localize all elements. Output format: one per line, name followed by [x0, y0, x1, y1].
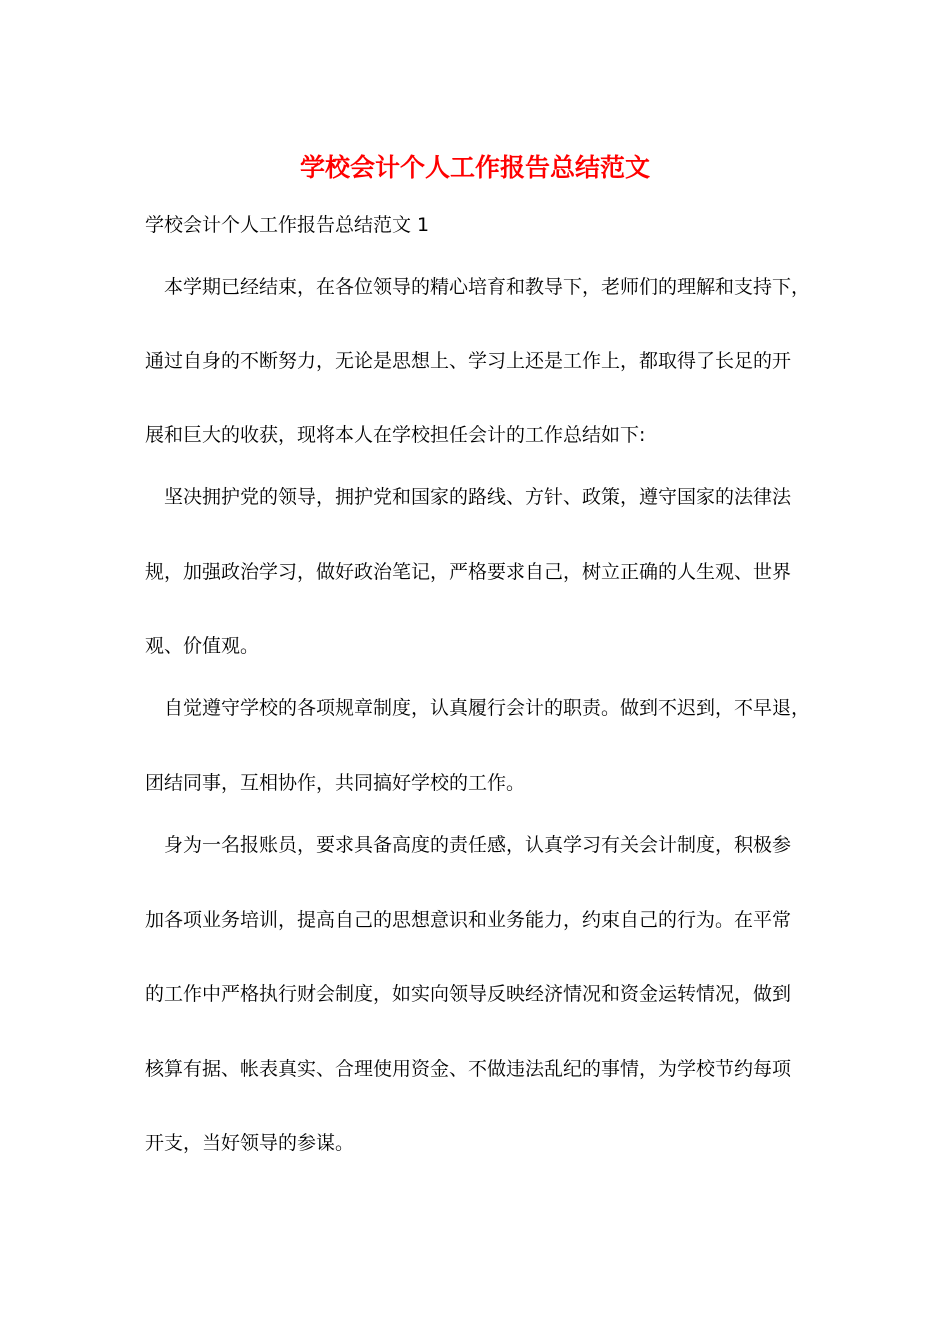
- paragraph-4-line-4: 核算有据、帐表真实、合理使用资金、不做违法乱纪的事情，为学校节约每项: [145, 1058, 792, 1080]
- paragraph-1-line-3: 展和巨大的收获，现将本人在学校担任会计的工作总结如下:: [145, 424, 646, 446]
- document-subtitle: 学校会计个人工作报告总结范文 1: [145, 214, 430, 236]
- paragraph-2-line-3: 观、价值观。: [145, 635, 260, 657]
- document-title: 学校会计个人工作报告总结范文: [299, 153, 650, 182]
- paragraph-4-line-5: 开支，当好领导的参谋。: [145, 1132, 355, 1154]
- paragraph-4-line-1: 身为一名报账员，要求具备高度的责任感，认真学习有关会计制度，积极参: [164, 834, 792, 856]
- paragraph-3-line-1: 自觉遵守学校的各项规章制度，认真履行会计的职责。做到不迟到，不早退，: [164, 697, 811, 719]
- paragraph-2-line-2: 规，加强政治学习，做好政治笔记，严格要求自己，树立正确的人生观、世界: [145, 561, 792, 583]
- paragraph-1-line-1: 本学期已经结束，在各位领导的精心培育和教导下，老师们的理解和支持下，: [164, 276, 811, 298]
- paragraph-4-line-2: 加各项业务培训，提高自己的思想意识和业务能力，约束自己的行为。在平常: [145, 909, 792, 931]
- paragraph-2-line-1: 坚决拥护党的领导，拥护党和国家的路线、方针、政策，遵守国家的法律法: [164, 486, 792, 508]
- paragraph-3-line-2: 团结同事，互相协作，共同搞好学校的工作。: [145, 772, 526, 794]
- paragraph-4-line-3: 的工作中严格执行财会制度，如实向领导反映经济情况和资金运转情况，做到: [145, 983, 792, 1005]
- paragraph-1-line-2: 通过自身的不断努力，无论是思想上、学习上还是工作上，都取得了长足的开: [145, 350, 792, 372]
